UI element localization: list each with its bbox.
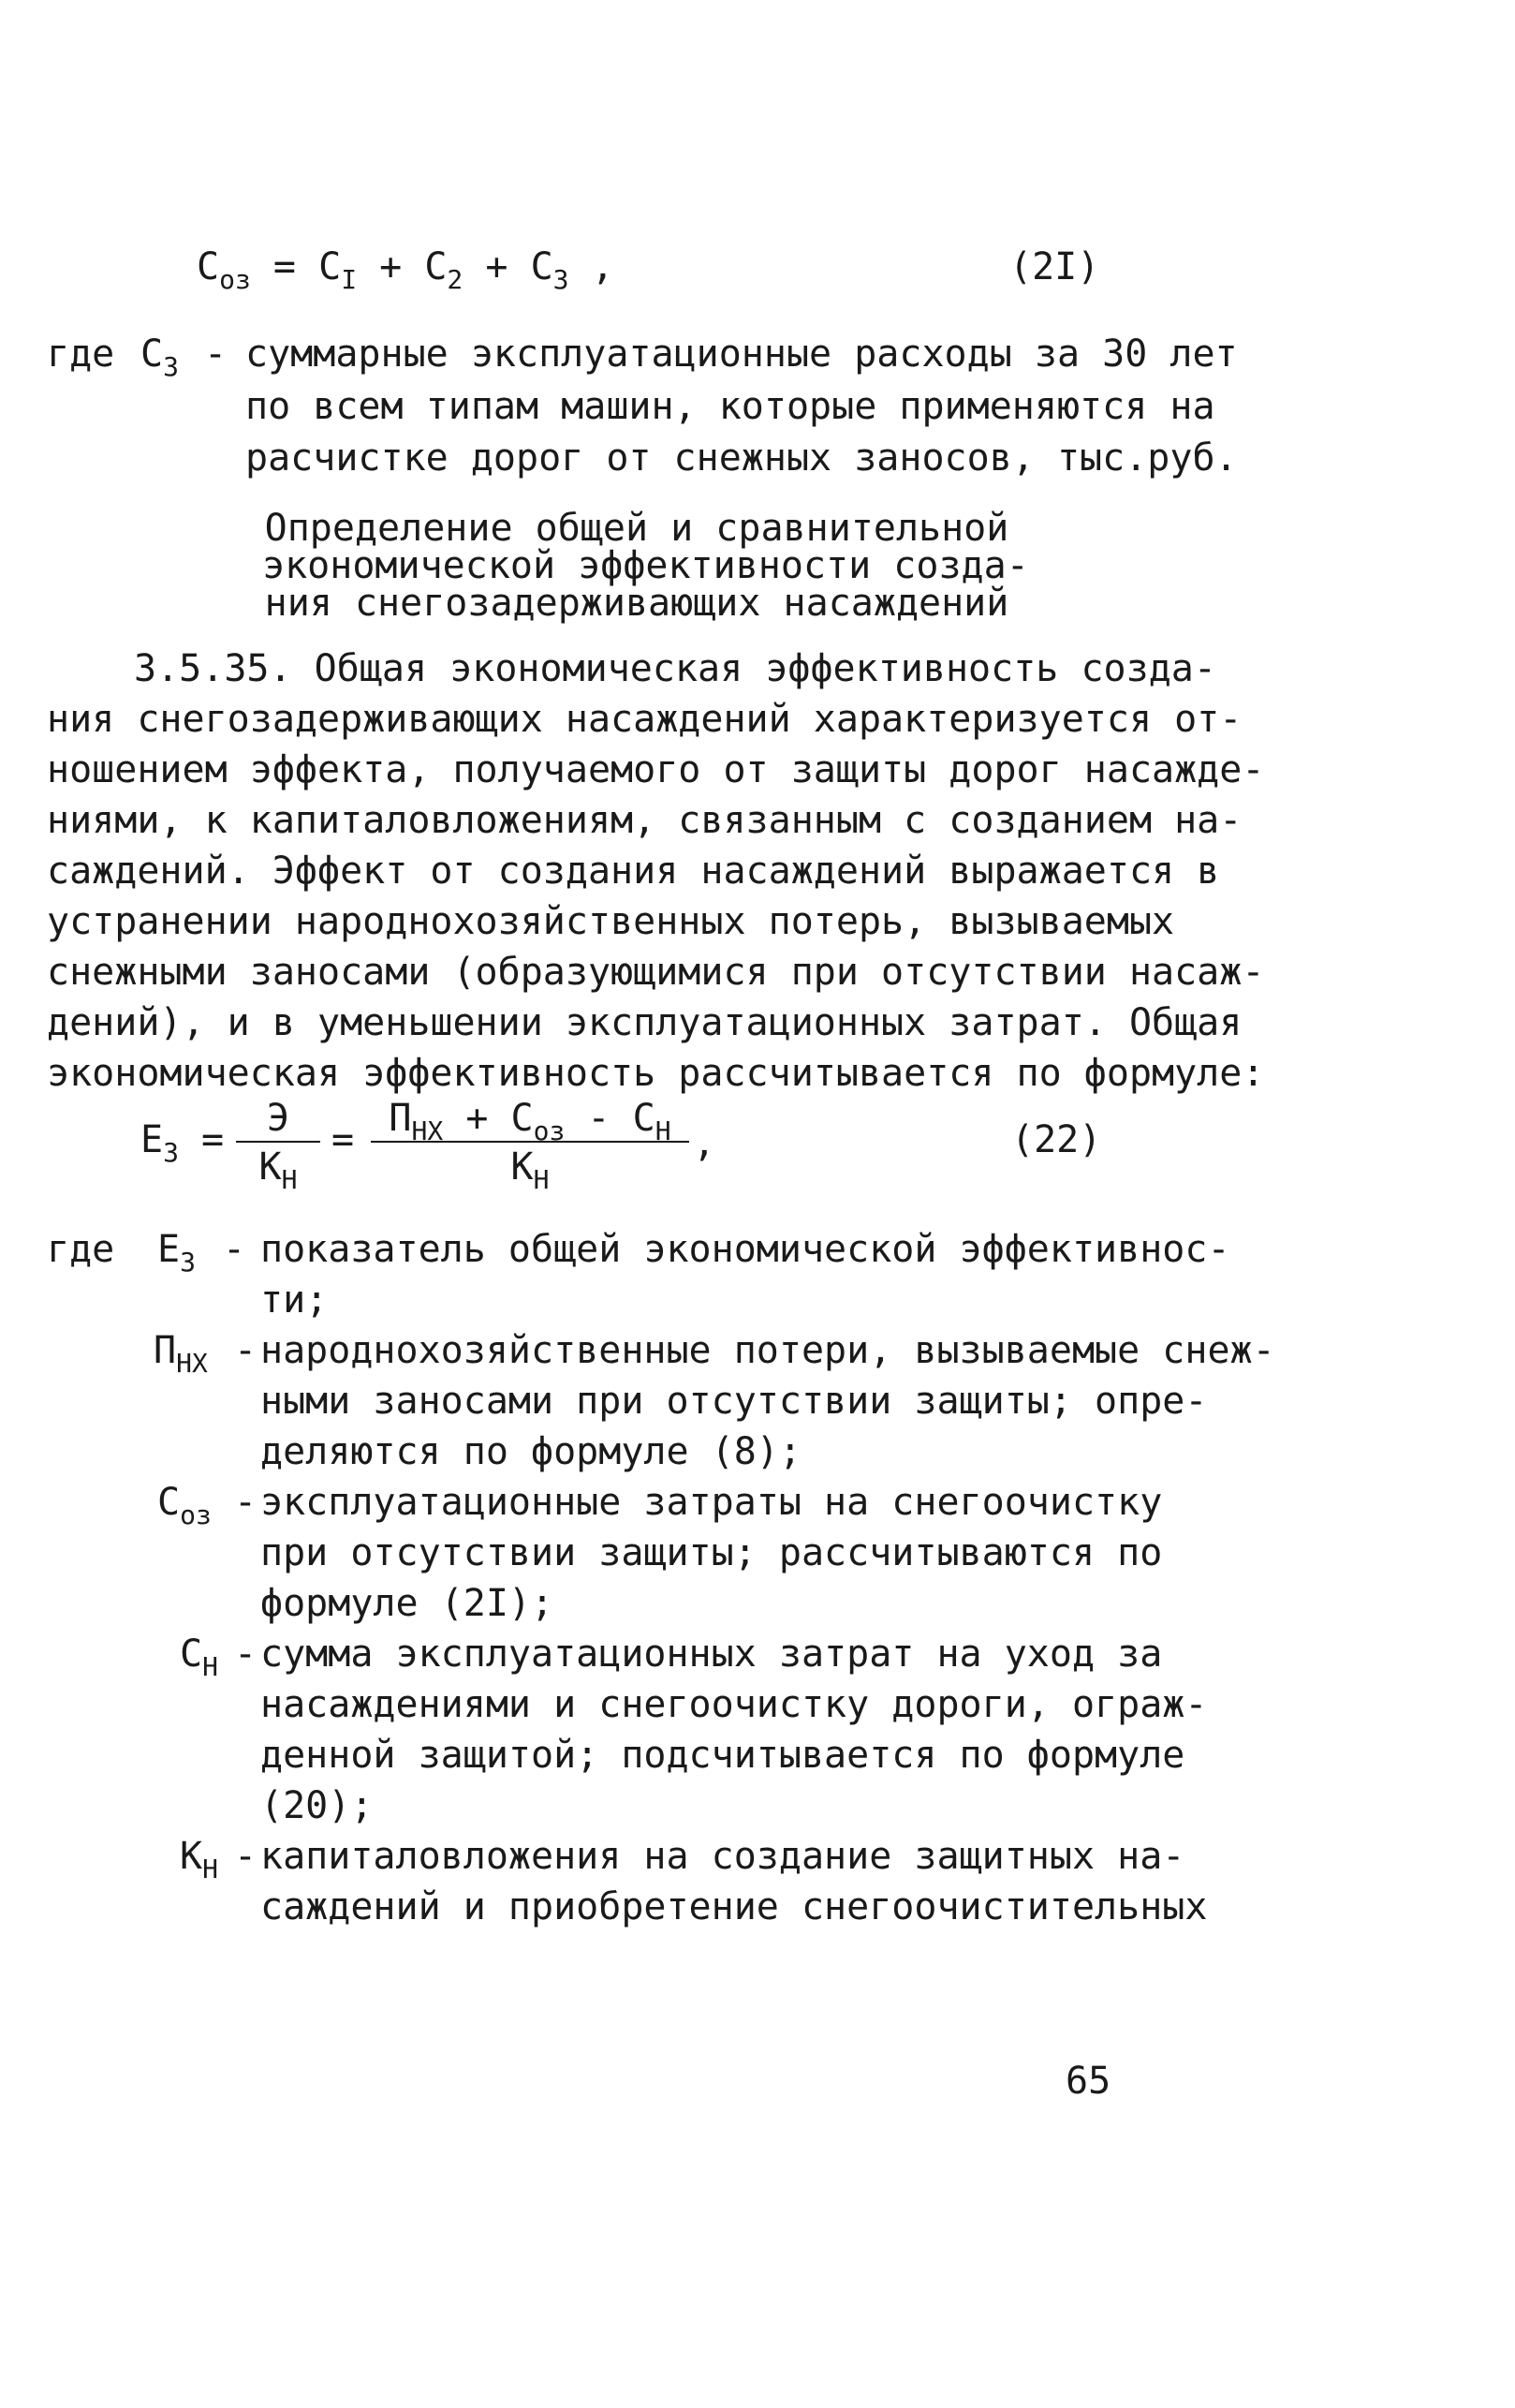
heading-line: экономической эффективности созда- (262, 544, 1029, 587)
section-heading (262, 507, 1029, 625)
formula-operator: + (485, 245, 508, 288)
paragraph-line: ния снегозадерживающих насаждений характеризуется от- (47, 698, 1243, 741)
fraction-numerator: Э (236, 1096, 320, 1143)
formula-operator: - (587, 1097, 610, 1140)
heading-line: ния снегозадерживающих насаждений (264, 582, 1009, 625)
definition-line: насаждениями и снегоочистку дороги, ограж- (260, 1683, 1208, 1726)
definition-dash: - (234, 1835, 257, 1878)
formula-symbol: E (140, 1118, 164, 1161)
symbol-letter: C (140, 332, 164, 376)
definition-line: формуле (2I); (260, 1582, 554, 1625)
definition-line: суммарные эксплуатационные расходы за 30 лет (245, 332, 1238, 376)
formula-subscript: H (533, 1164, 550, 1195)
paragraph-line: 3.5.35. Общая экономическая эффективность созда- (134, 647, 1216, 690)
symbol-letter: C (157, 1481, 181, 1524)
definition-line: при отсутствии защиты; рассчитываются по (260, 1531, 1163, 1574)
formula-subscript: 2 (447, 264, 463, 295)
definition-line: ти; (260, 1278, 329, 1322)
formula-operator: + (379, 245, 403, 288)
formula-22-number: (22) (1011, 1118, 1102, 1161)
paragraph-line: ниями, к капиталовложениям, связанным с созданием на- (47, 799, 1243, 842)
definition-dash: - (223, 1228, 246, 1271)
definition-line: саждений и приобретение снегоочистительных (260, 1885, 1208, 1928)
where-label: где (47, 332, 115, 376)
page-number: 65 (1066, 2060, 1111, 2103)
formula-symbol: C (632, 1097, 655, 1140)
formula-operator: = (331, 1118, 355, 1161)
definition-line: (20); (260, 1784, 374, 1827)
definition-symbol (140, 330, 179, 382)
formula-symbol: K (258, 1145, 282, 1189)
formula-symbol: C (424, 245, 448, 288)
formula-subscript: H (281, 1164, 298, 1195)
formula-subscript: оз (533, 1115, 566, 1146)
definition-line: деляются по формуле (8); (260, 1430, 802, 1473)
definition-symbol (180, 1630, 218, 1682)
paragraph-line: саждений. Эффект от создания насаждений выражается в (47, 849, 1220, 893)
heading-line: Определение общей и сравнительной (264, 507, 1009, 550)
formula-subscript: оз (219, 264, 251, 295)
definition-line: показатель общей экономической эффективнос- (260, 1228, 1230, 1271)
formula-symbol: П (389, 1097, 412, 1140)
symbol-letter: П (154, 1329, 177, 1372)
formula-subscript: HX (411, 1115, 444, 1146)
formula-symbol: C (318, 245, 342, 288)
definition-line: народнохозяйственные потери, вызываемые снеж- (260, 1329, 1275, 1372)
formula-21-number: (2I) (1009, 245, 1100, 288)
definition-symbol (157, 1225, 196, 1278)
fraction-denominator (371, 1143, 689, 1195)
definition-line: капиталовложения на создание защитных на- (260, 1835, 1185, 1878)
formula-subscript: 3 (552, 264, 569, 295)
definition-symbol (180, 1832, 218, 1884)
definition-line: денной защитой; подсчитывается по формуле (260, 1734, 1185, 1777)
formula-subscript: H (655, 1115, 671, 1146)
definition-dash: - (204, 332, 228, 376)
symbol-letter: C (180, 1632, 203, 1676)
definition-line: расчистке дорог от снежных заносов, тыс.руб. (245, 436, 1238, 480)
paragraph-line: снежными заносами (образующимися при отсутствии насаж- (47, 951, 1265, 994)
formula-22-fraction-2 (371, 1096, 689, 1195)
paragraph-line: устранении народнохозяйственных потерь, вызываемых (47, 900, 1175, 943)
formula-symbol: C (530, 245, 553, 288)
definition-line: сумма эксплуатационных затрат на уход за (260, 1632, 1163, 1676)
symbol-letter: E (157, 1228, 181, 1271)
symbol-subscript: оз (180, 1499, 212, 1530)
paragraph-line: экономическая эффективность рассчитывается по формуле: (47, 1052, 1265, 1095)
formula-operator: = (272, 245, 296, 288)
formula-operator: + (465, 1097, 489, 1140)
symbol-subscript: H (202, 1651, 218, 1682)
formula-operator: = (201, 1118, 225, 1161)
formula-22-lhs (140, 1118, 225, 1168)
formula-symbol: C (197, 245, 220, 288)
formula-22-fraction-1 (236, 1096, 320, 1195)
symbol-subscript: HX (176, 1348, 208, 1379)
fraction-denominator (236, 1143, 320, 1195)
definition-symbol (154, 1326, 208, 1379)
formula-comma: , (693, 1122, 716, 1165)
formula-subscript: I (341, 264, 358, 295)
symbol-subscript: H (202, 1854, 218, 1884)
formula-21 (197, 245, 614, 295)
formula-subscript: 3 (163, 1137, 179, 1168)
formula-symbol: C (510, 1097, 534, 1140)
symbol-subscript: 3 (163, 351, 179, 382)
definition-line: эксплуатационные затраты на снегоочистку (260, 1481, 1163, 1524)
paragraph-line: дений), и в уменьшении эксплуатационных затрат. Общая (47, 1001, 1243, 1044)
definition-dash: - (234, 1481, 257, 1524)
where-label: где (47, 1228, 115, 1271)
definition-dash: - (234, 1632, 257, 1676)
formula-symbol: K (510, 1145, 534, 1189)
symbol-subscript: 3 (180, 1247, 196, 1278)
definition-dash: - (234, 1329, 257, 1372)
definition-line: ными заносами при отсутствии защиты; опре- (260, 1380, 1208, 1423)
formula-comma: , (591, 245, 614, 288)
fraction-numerator (371, 1096, 689, 1146)
definition-symbol (157, 1478, 212, 1530)
paragraph-line: ношением эффекта, получаемого от защиты дорог насажде- (47, 748, 1265, 791)
symbol-letter: K (180, 1835, 203, 1878)
definition-line: по всем типам машин, которые применяются на (245, 385, 1215, 428)
